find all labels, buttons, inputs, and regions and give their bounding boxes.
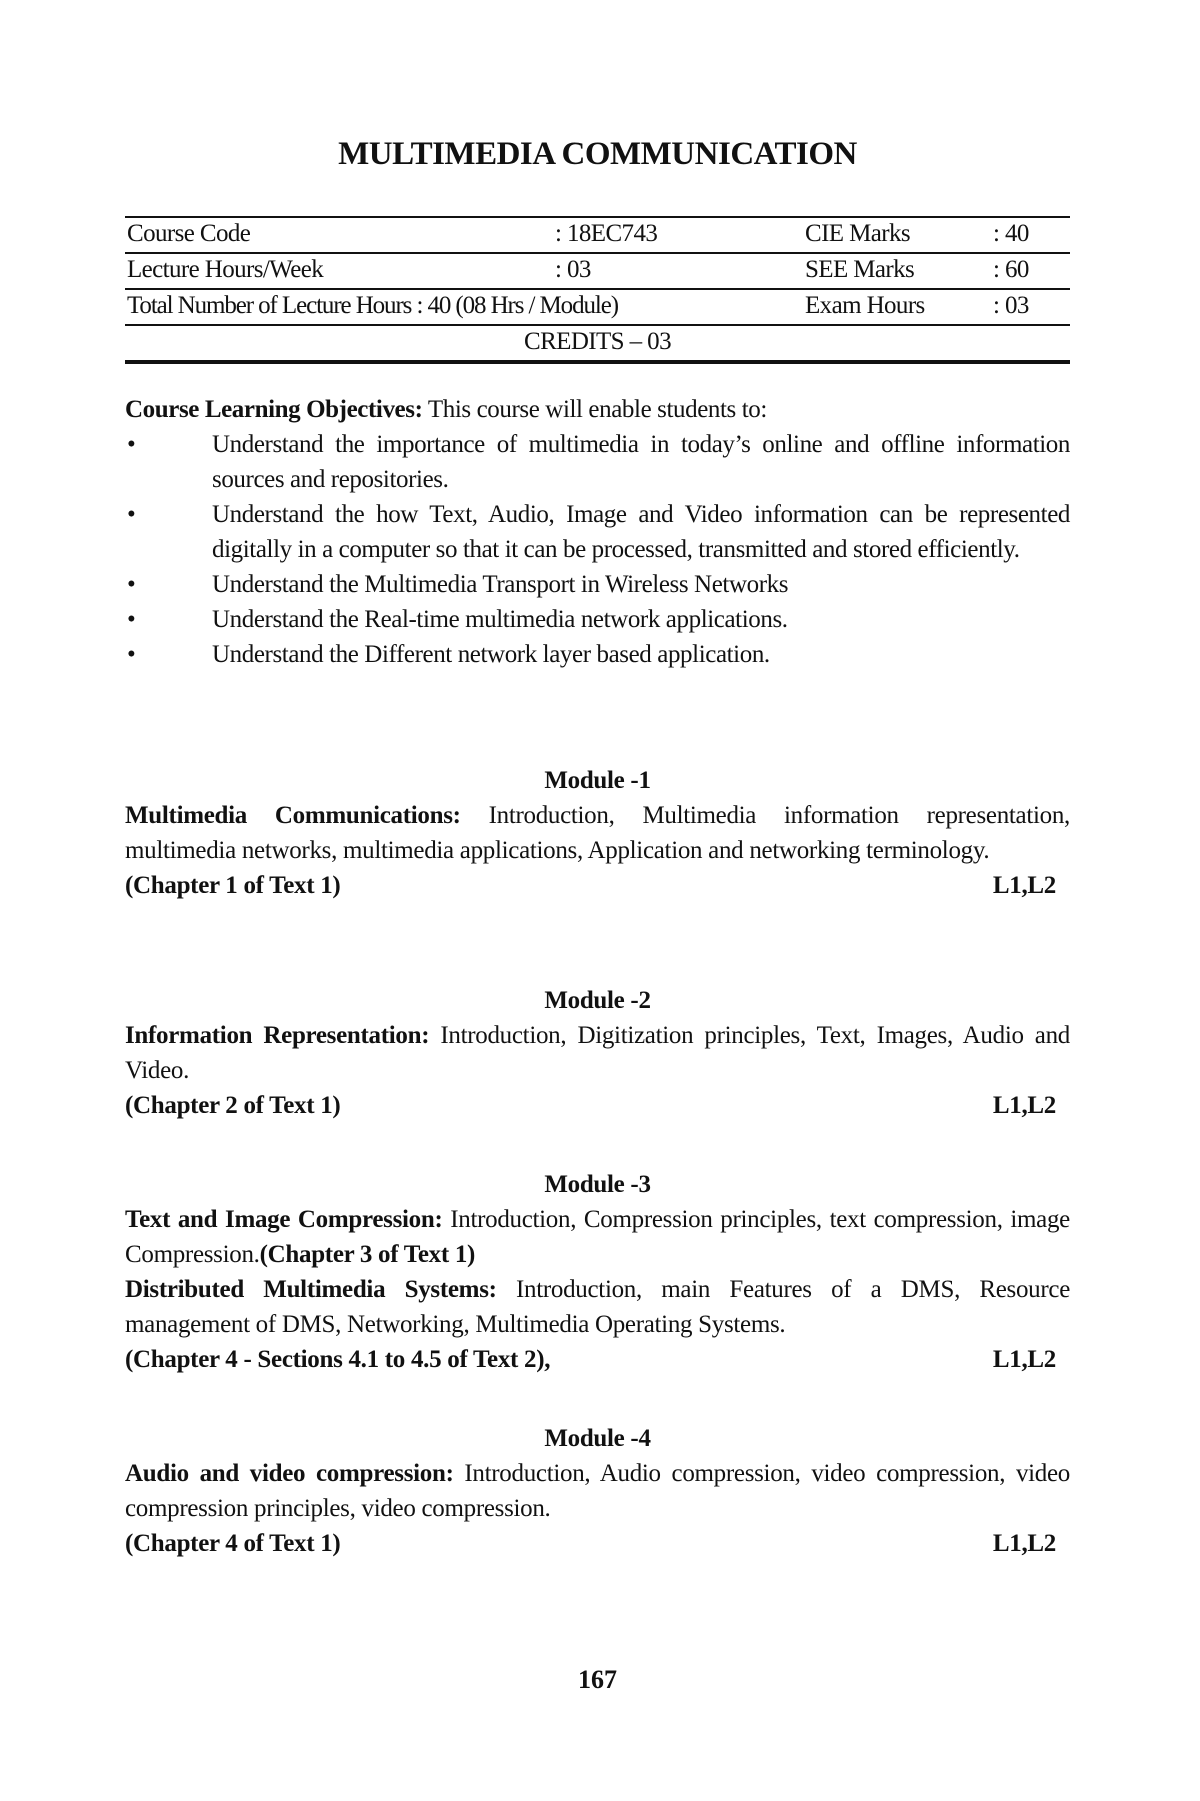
chapter-reference: (Chapter 2 of Text 1) xyxy=(125,1092,341,1119)
table-row xyxy=(125,288,1070,324)
module-topic: Information Representation: xyxy=(125,1022,430,1049)
objectives-heading: Course Learning Objectives: xyxy=(125,396,423,423)
module-1 xyxy=(125,763,1070,903)
see-marks-label: SEE Marks xyxy=(805,256,915,283)
bullet-icon: • xyxy=(127,431,136,458)
module-heading: Module -4 xyxy=(544,1425,651,1452)
page-title: MULTIMEDIA COMMUNICATION xyxy=(338,136,857,172)
module-topic-text: Introduction, Audio compression, video compression, video compression principles, video compression. xyxy=(125,1460,1070,1522)
list-item xyxy=(125,567,1070,602)
chapter-reference: (Chapter 4 of Text 1) xyxy=(125,1530,341,1557)
bullet-icon: • xyxy=(127,606,136,633)
module-4 xyxy=(125,1421,1070,1561)
lecture-hours-value: : 03 xyxy=(555,256,591,283)
bullet-icon: • xyxy=(127,501,136,528)
course-code-label: Course Code xyxy=(127,220,251,247)
learning-objectives xyxy=(125,392,1070,672)
module-topic-text: Introduction, Digitization principles, Text, Images, Audio and Video. xyxy=(125,1022,1071,1084)
module-3 xyxy=(125,1167,1070,1377)
reference-line xyxy=(125,1342,1070,1377)
objective-text: Understand the Multimedia Transport in Wireless Networks xyxy=(212,571,789,598)
course-info-table xyxy=(125,216,1070,364)
objective-text: Understand the Real-time multimedia network applications. xyxy=(212,606,788,633)
module-topic-text: Introduction, Multimedia information representation, multimedia networks, multimedia applications, Application and networking terminology. xyxy=(125,802,1070,864)
list-item xyxy=(125,602,1070,637)
course-code-value: : 18EC743 xyxy=(555,220,658,247)
module-heading: Module -3 xyxy=(544,1171,651,1198)
module-topic: Distributed Multimedia Systems: xyxy=(125,1276,497,1303)
page-number: 167 xyxy=(578,1665,617,1694)
document-page xyxy=(125,0,1070,1801)
cie-marks-label: CIE Marks xyxy=(805,220,911,247)
module-topic-text: Introduction, Compression principles, text compression, image Compression. xyxy=(125,1206,1070,1268)
total-hours-value: : 40 (08 Hrs / Module) xyxy=(416,292,618,319)
module-topic-text: Introduction, main Features of a DMS, Resource management of DMS, Networking, Multimedia Operating Systems. xyxy=(125,1276,1070,1338)
see-marks-value: : 60 xyxy=(993,256,1029,283)
objectives-intro-text: This course will enable students to: xyxy=(422,396,767,423)
chapter-reference: (Chapter 3 of Text 1) xyxy=(259,1241,476,1268)
blooms-levels: L1,L2 xyxy=(992,1346,1056,1373)
credits-text: CREDITS – 03 xyxy=(524,328,671,355)
module-2 xyxy=(125,983,1070,1123)
lecture-hours-label: Lecture Hours/Week xyxy=(127,256,324,283)
list-item xyxy=(125,497,1070,567)
objective-text: Understand the Different network layer based application. xyxy=(212,641,770,668)
table-row xyxy=(125,216,1070,252)
objectives-list xyxy=(125,427,1070,672)
objective-text: Understand the importance of multimedia in today’s online and offline information sources and repositories. xyxy=(212,431,1070,493)
reference-line xyxy=(125,1526,1070,1561)
module-topic: Multimedia Communications: xyxy=(125,802,461,829)
blooms-levels: L1,L2 xyxy=(992,1092,1056,1119)
list-item xyxy=(125,427,1070,497)
exam-hours-value: : 03 xyxy=(993,292,1029,319)
blooms-levels: L1,L2 xyxy=(992,1530,1056,1557)
total-hours-cell xyxy=(127,292,618,320)
credits-row xyxy=(125,324,1070,364)
module-description xyxy=(125,798,1070,868)
bullet-icon: • xyxy=(127,641,136,668)
objective-text: Understand the how Text, Audio, Image and Video information can be represented digitally in a computer so that it can be processed, transmitted and stored efficiently. xyxy=(212,501,1070,563)
chapter-reference: (Chapter 1 of Text 1) xyxy=(125,872,341,899)
cie-marks-value: : 40 xyxy=(993,220,1029,247)
exam-hours-label: Exam Hours xyxy=(805,292,925,319)
module-heading: Module -1 xyxy=(544,767,651,794)
bullet-icon: • xyxy=(127,571,136,598)
objectives-intro xyxy=(125,392,1070,427)
module-description xyxy=(125,1272,1070,1342)
module-description xyxy=(125,1202,1070,1272)
chapter-reference: (Chapter 4 - Sections 4.1 to 4.5 of Text 2), xyxy=(125,1346,551,1373)
reference-line xyxy=(125,868,1070,903)
reference-line xyxy=(125,1088,1070,1123)
module-description xyxy=(125,1018,1070,1088)
module-topic: Audio and video compression: xyxy=(125,1460,454,1487)
module-description xyxy=(125,1456,1070,1526)
blooms-levels: L1,L2 xyxy=(992,872,1056,899)
table-row xyxy=(125,252,1070,288)
module-topic: Text and Image Compression: xyxy=(125,1206,443,1233)
list-item xyxy=(125,637,1070,672)
total-hours-label: Total Number of Lecture Hours xyxy=(127,292,412,319)
module-heading: Module -2 xyxy=(544,987,651,1014)
